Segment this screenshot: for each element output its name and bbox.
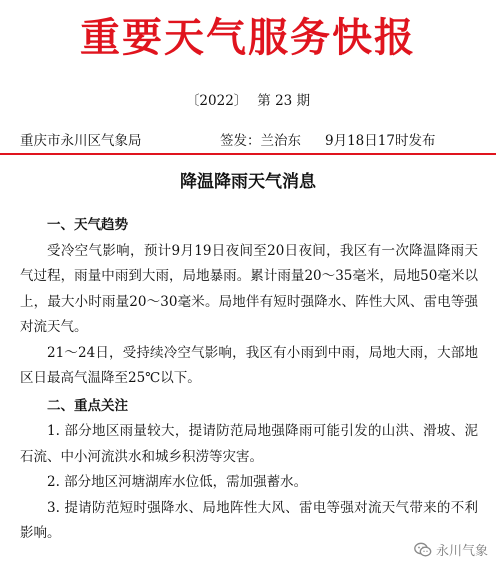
- paragraph: 3. 提请防范短时强降水、局地阵性大风、雷电等强对流天气带来的不利影响。: [20, 499, 478, 541]
- issue-number: 第 23 期: [257, 93, 311, 109]
- masthead-title: 重要天气服务快报: [80, 15, 416, 61]
- document-title: 降温降雨天气消息: [180, 172, 316, 192]
- wechat-icon: [414, 542, 432, 558]
- document-body: [20, 213, 478, 547]
- release-time: 9月18日17时发布: [325, 133, 436, 149]
- paragraph: 1. 部分地区雨量较大，提请防范局地强降雨可能引发的山洪、滑坡、泥石流、中小河流洪水和城乡积涝等灾害。: [20, 423, 478, 465]
- issue-line: [0, 91, 496, 111]
- paragraph: 2. 部分地区河塘湖库水位低，需加强蓄水。: [47, 474, 308, 490]
- watermark-text: 永川气象: [435, 544, 488, 559]
- section-heading: 一、天气趋势: [47, 217, 128, 233]
- section-heading: 二、重点关注: [47, 397, 128, 414]
- paragraph: 21～24日，受持续冷空气影响，我区有小雨到中雨，局地大雨，大部地区日最高气温降至25℃以下。: [20, 344, 478, 386]
- account-watermark: [414, 540, 488, 559]
- paragraph: 受冷空气影响，预计9月19日夜间至20日夜间，我区有一次降温降雨天气过程，雨量中雨到大雨，局地暴雨。累计雨量20～35毫米，局地50毫米以上，最大小时雨量20～30毫米。局地伴有短时强降水、阵性大风、雷电等强对流天气。: [20, 242, 478, 335]
- red-divider: [0, 153, 496, 155]
- issue-year: 〔2022〕: [185, 93, 248, 109]
- issuer: 重庆市永川区气象局: [20, 133, 142, 149]
- signer: 签发：兰治东: [220, 133, 301, 149]
